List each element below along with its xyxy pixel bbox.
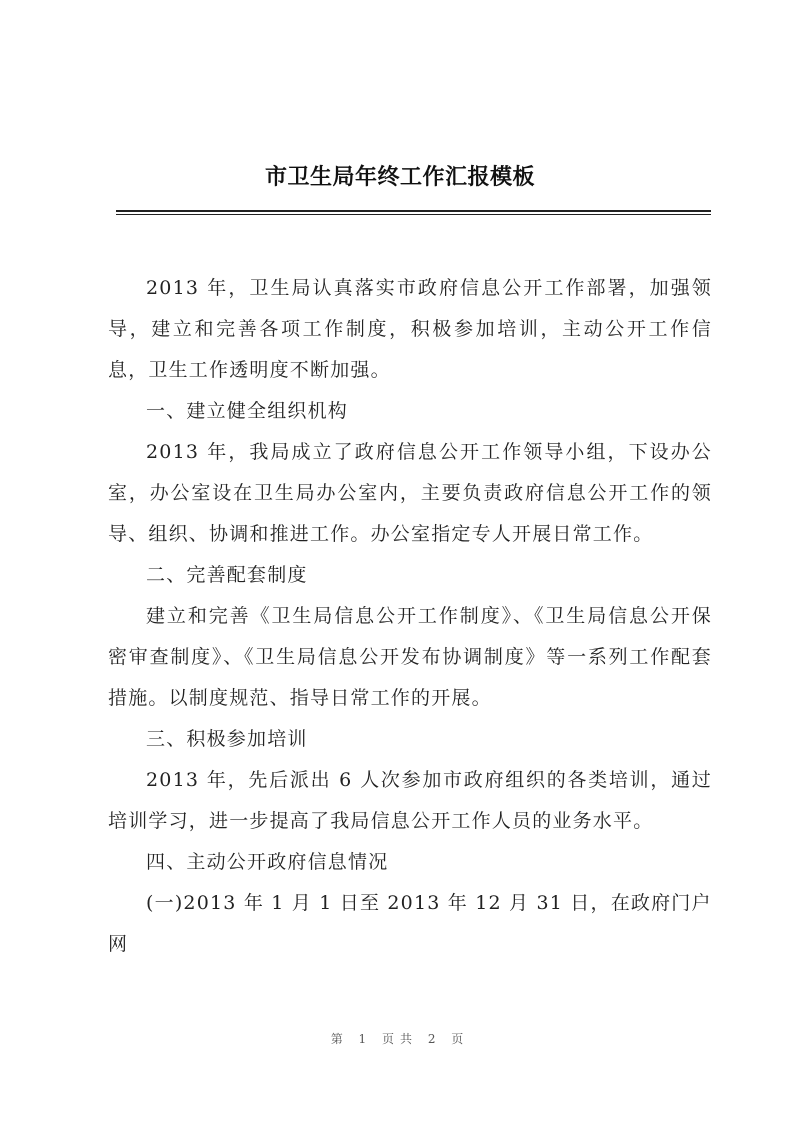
document-body — [108, 268, 712, 965]
title-divider — [116, 210, 711, 215]
document-title: 市卫生局年终工作汇报模板 — [264, 165, 535, 190]
section-heading-2: 二、完善配套制度 — [146, 564, 308, 586]
section-heading-4: 四、主动公开政府信息情况 — [146, 851, 389, 873]
paragraph-section-2: 建立和完善《卫生局信息公开工作制度》、《卫生局信息公开保密审查制度》、《卫生局信息公开发布协调制度》等一系列工作配套措施。以制度规范、指导日常工作的开展。 — [108, 605, 712, 709]
section-heading-1: 一、建立健全组织机构 — [146, 400, 349, 422]
paragraph-section-3: 2013 年，先后派出 6 人次参加市政府组织的各类培训，通过培训学习，进一步提高了我局信息公开工作人员的业务水平。 — [108, 769, 712, 832]
paragraph-section-1: 2013 年，我局成立了政府信息公开工作领导小组，下设办公室，办公室设在卫生局办公室内，主要负责政府信息公开工作的领导、组织、协调和推进工作。办公室指定专人开展日常工作。 — [108, 441, 712, 545]
paragraph-intro: 2013 年，卫生局认真落实市政府信息公开工作部署，加强领导，建立和完善各项工作制度，积极参加培训，主动公开工作信息，卫生工作透明度不断加强。 — [108, 277, 712, 381]
paragraph-section-4-item-1: (一)2013 年 1 月 1 日至 2013 年 12 月 31 日，在政府门户网 — [108, 892, 712, 955]
page-number: 第 1 页共 2 页 — [330, 1032, 470, 1046]
section-heading-3: 三、积极参加培训 — [146, 728, 308, 750]
